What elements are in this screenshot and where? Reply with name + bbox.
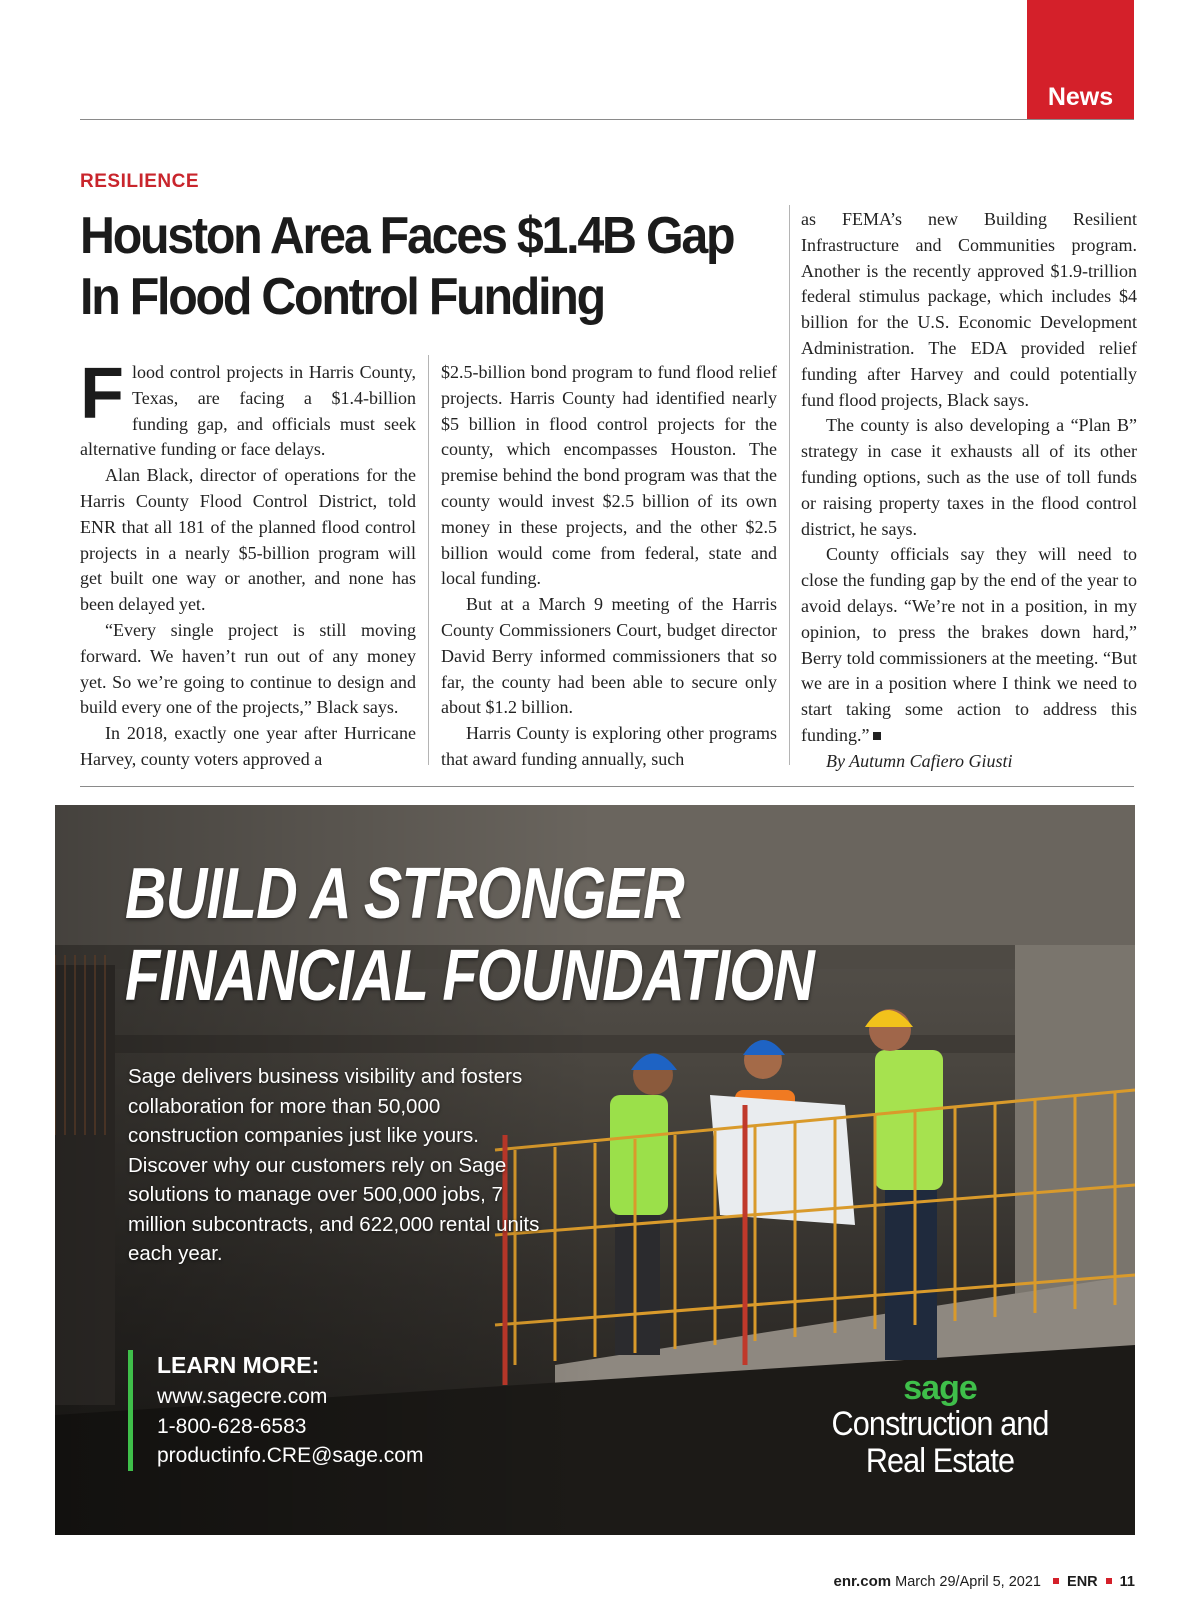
sage-advertisement[interactable] <box>55 805 1135 1535</box>
ad-headline-line-1: BUILD A STRONGER <box>125 854 684 934</box>
website-link[interactable]: www.sagecre.com <box>157 1385 328 1408</box>
ad-body-copy: Sage delivers business visibility and fosters collaboration for more than 50,000 construction companies just like yours. Discover why our customers rely on Sage solutions to manage over 500,000 jobs, 7 million subcontracts, and 622,000 rental units each year. <box>128 1065 540 1265</box>
page-footer <box>834 1573 1135 1590</box>
column-divider <box>428 355 429 765</box>
sage-logo-line-1: Construction and <box>831 1405 1049 1443</box>
article-bottom-rule <box>80 786 1134 787</box>
worker-right <box>865 1009 943 1360</box>
drop-cap: F <box>80 354 124 434</box>
page-number: 11 <box>1119 1574 1135 1590</box>
headline-line-1: Houston Area Faces $1.4B Gap <box>80 207 734 265</box>
footer-brand: ENR <box>1067 1574 1098 1590</box>
phone-number[interactable]: 1-800-628-6583 <box>157 1414 307 1438</box>
article-paragraph <box>801 542 1137 748</box>
article-paragraph: Harris County is exploring other programs that award funding annually, such <box>441 723 777 769</box>
column-divider <box>789 205 790 765</box>
article-paragraph: “Every single project is still moving forward. We haven’t run out of any money yet. So we’re going to continue to design and build every one of the projects,” Black says. <box>80 619 416 718</box>
headline-line-2: In Flood Control Funding <box>80 268 604 326</box>
email-link[interactable]: productinfo.CRE@sage.com <box>157 1444 424 1467</box>
article-paragraph: Alan Black, director of operations for the Harris County Flood Control District, told ENR that all 181 of the planned flood control projects in a nearly $5-billion program will get built one way or another, and none has been delayed yet. <box>80 465 416 615</box>
end-mark-icon <box>873 732 881 740</box>
article-column-3 <box>801 207 1137 775</box>
ad-headline <box>125 853 814 1017</box>
ad-headline-line-2: FINANCIAL FOUNDATION <box>125 936 815 1016</box>
sage-wordmark: sage <box>903 1369 977 1407</box>
section-tab-news: News <box>1027 0 1134 120</box>
learn-more-title: LEARN MORE: <box>157 1352 320 1378</box>
sage-logo <box>815 1370 1065 1480</box>
header-rule <box>80 119 1134 120</box>
article-headline <box>80 206 734 328</box>
article-paragraph: as FEMA’s new Building Resilient Infrastructure and Communities program. Another is the recently approved $1.9-trillion federal stimulus package, which includes $4 billion for the U.S. Economic Development Administration. The EDA provided relief funding after Harvey and could potentially fund flood projects, Black says. <box>801 209 1137 410</box>
worker-left <box>610 1054 677 1356</box>
article-paragraph: In 2018, exactly one year after Hurricane Harvey, county voters approved a <box>80 723 416 769</box>
separator-icon <box>1053 1578 1059 1584</box>
lead-text: lood control projects in Harris County, Texas, are facing a $1.4-billion funding gap, and officials must seek alternative funding or face delays. <box>80 362 416 460</box>
learn-more-block <box>128 1350 423 1471</box>
blueprint <box>710 1095 855 1225</box>
section-kicker: RESILIENCE <box>80 171 200 192</box>
article-paragraph: But at a March 9 meeting of the Harris County Commissioners Court, budget director David Berry informed commissioners that so far, the county had been able to secure only about $1.2 billion. <box>441 594 777 718</box>
byline: By Autumn Cafiero Giusti <box>826 750 1013 771</box>
article-paragraph: $2.5-billion bond program to fund flood relief projects. Harris County had identified nearly $5 billion in flood control projects for the county, which encompasses Houston. The premise behind the bond program was that the county would invest $2.5 billion of its own money in these projects, and the other $2.5 billion would come from federal, state and local funding. <box>441 362 777 589</box>
sage-logo-line-2: Real Estate <box>865 1442 1015 1480</box>
article-paragraph: The county is also developing a “Plan B” strategy in case it exhausts all of its other funding options, such as the use of toll funds or raising property taxes in the flood control district, he says. <box>801 415 1137 539</box>
separator-icon <box>1106 1578 1112 1584</box>
article-column-1 <box>80 354 416 773</box>
article-column-2 <box>441 360 777 773</box>
footer-date: March 29/April 5, 2021 <box>895 1574 1041 1590</box>
footer-site[interactable]: enr.com <box>833 1573 892 1590</box>
article-paragraph-lead <box>80 354 416 463</box>
closing-paragraph-text: County officials say they will need to close the funding gap by the end of the year to avoid delays. “We’re not in a position, in my opinion, to press the brakes down hard,” Berry told commissioners at the meeting. “But we are in a position where I think we need to start taking some action to address this funding.” <box>801 544 1137 745</box>
